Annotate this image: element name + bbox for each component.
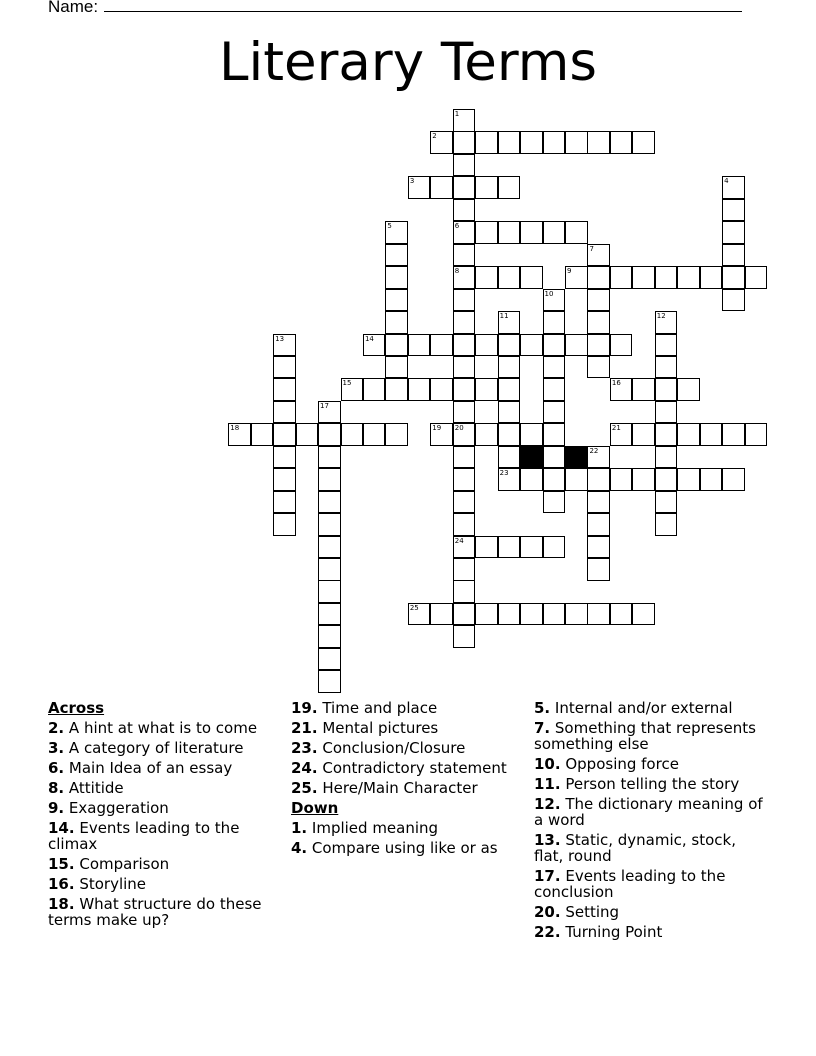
clue-text: Implied meaning	[307, 819, 439, 837]
grid-cell[interactable]	[453, 154, 476, 177]
cell-number: 14	[364, 334, 374, 343]
clue-text: Main Idea of an essay	[64, 759, 233, 777]
clue-number: 11.	[534, 775, 561, 793]
grid-cell[interactable]	[385, 356, 408, 379]
grid-cell[interactable]	[498, 356, 521, 379]
clue-number: 4.	[291, 839, 308, 857]
grid-cell[interactable]	[587, 558, 610, 581]
clue-across	[48, 760, 278, 776]
grid-cell[interactable]	[632, 378, 655, 401]
grid-cell[interactable]	[722, 176, 745, 199]
grid-cell[interactable]	[385, 378, 408, 401]
cell-number: 5	[387, 222, 392, 231]
cell-number: 13	[275, 334, 285, 343]
grid-cell[interactable]	[610, 468, 633, 491]
clue-down	[291, 840, 521, 856]
grid-cell[interactable]	[475, 378, 498, 401]
clue-text: Static, dynamic, stock, flat, round	[534, 831, 737, 865]
grid-cell[interactable]	[318, 423, 341, 446]
clue-across	[291, 720, 521, 736]
grid-cell[interactable]	[520, 468, 543, 491]
clue-across	[48, 720, 278, 736]
grid-cell[interactable]	[385, 266, 408, 289]
grid-cell[interactable]	[318, 580, 341, 603]
grid-cell[interactable]	[655, 311, 678, 334]
clue-text: Conclusion/Closure	[317, 739, 466, 757]
grid-cell[interactable]	[520, 266, 543, 289]
clue-number: 15.	[48, 855, 75, 873]
cell-number: 3	[409, 177, 415, 186]
grid-cell[interactable]	[453, 334, 476, 357]
cell-number: 21	[611, 424, 621, 433]
grid-cell[interactable]	[273, 401, 296, 424]
grid-cell[interactable]	[453, 289, 476, 312]
grid-cell[interactable]	[610, 378, 633, 401]
grid-cell[interactable]	[385, 311, 408, 334]
clue-down	[534, 720, 764, 752]
grid-cell[interactable]	[700, 423, 723, 446]
grid-cell[interactable]	[498, 176, 521, 199]
clue-number: 23.	[291, 739, 318, 757]
grid-cell[interactable]	[587, 468, 610, 491]
clue-column-2	[291, 700, 521, 860]
grid-cell[interactable]	[677, 266, 700, 289]
cell-number: 20	[454, 424, 464, 433]
grid-cell[interactable]	[722, 266, 745, 289]
grid-cell[interactable]	[385, 423, 408, 446]
grid-cell[interactable]	[318, 670, 341, 693]
grid-cell[interactable]	[341, 423, 364, 446]
cell-number: 11	[499, 312, 509, 321]
grid-cell[interactable]	[543, 311, 566, 334]
grid-cell[interactable]	[587, 536, 610, 559]
cell-number: 8	[454, 267, 460, 276]
cell-number: 19	[432, 424, 442, 433]
grid-cell[interactable]	[453, 221, 476, 244]
cell-number: 18	[230, 424, 240, 433]
grid-cell[interactable]	[722, 199, 745, 222]
grid-cell[interactable]	[520, 603, 543, 626]
grid-cell[interactable]	[408, 603, 431, 626]
grid-cell[interactable]	[565, 266, 588, 289]
clue-text: Mental pictures	[317, 719, 439, 737]
grid-cell[interactable]	[632, 468, 655, 491]
grid-cell[interactable]	[318, 558, 341, 581]
cell-number: 9	[567, 267, 572, 276]
grid-cell[interactable]	[385, 289, 408, 312]
grid-cell[interactable]	[430, 176, 453, 199]
clue-text: Storyline	[74, 875, 147, 893]
clue-number: 25.	[291, 779, 318, 797]
grid-cell[interactable]	[587, 311, 610, 334]
grid-cell[interactable]	[475, 334, 498, 357]
grid-cell[interactable]	[273, 446, 296, 469]
grid-cell[interactable]	[632, 423, 655, 446]
grid-cell[interactable]	[700, 266, 723, 289]
clue-text: Attitide	[64, 779, 124, 797]
clue-text: Turning Point	[560, 923, 663, 941]
grid-cell[interactable]	[498, 266, 521, 289]
down-heading: Down	[291, 799, 339, 817]
clue-number: 14.	[48, 819, 75, 837]
cell-number: 1	[454, 110, 460, 118]
grid-cell[interactable]	[610, 423, 633, 446]
clue-text: Comparison	[74, 855, 170, 873]
cell-number: 16	[611, 379, 621, 388]
grid-cell[interactable]	[655, 334, 678, 357]
clue-text: Something that represents something else	[534, 719, 756, 753]
grid-cell[interactable]	[453, 625, 476, 648]
grid-cell[interactable]	[632, 603, 655, 626]
grid-cell[interactable]	[498, 334, 521, 357]
grid-cell[interactable]	[475, 266, 498, 289]
clue-across	[48, 896, 278, 928]
grid-cell[interactable]	[543, 131, 566, 154]
grid-cell[interactable]	[498, 378, 521, 401]
clue-number: 22.	[534, 923, 561, 941]
clue-across	[48, 856, 278, 872]
cell-number: 4	[724, 177, 729, 186]
clue-text: Compare using like or as	[307, 839, 498, 857]
cell-number: 15	[342, 379, 352, 388]
grid-cell[interactable]	[453, 356, 476, 379]
grid-cell[interactable]	[453, 401, 476, 424]
clue-text: Opposing force	[560, 755, 679, 773]
grid-cell[interactable]	[700, 468, 723, 491]
clue-text: Internal and/or external	[550, 699, 733, 717]
clue-number: 13.	[534, 831, 561, 849]
grid-cell[interactable]	[453, 536, 476, 559]
grid-cell[interactable]	[498, 311, 521, 334]
clue-number: 18.	[48, 895, 75, 913]
grid-cell[interactable]	[543, 603, 566, 626]
clue-text: A category of literature	[64, 739, 244, 757]
grid-cell[interactable]	[565, 221, 588, 244]
clue-number: 7.	[534, 719, 551, 737]
clue-down	[534, 776, 764, 792]
grid-cell[interactable]	[475, 221, 498, 244]
grid-cell[interactable]	[498, 536, 521, 559]
clue-text: A hint at what is to come	[64, 719, 258, 737]
grid-cell[interactable]	[453, 244, 476, 267]
clue-column-3	[534, 700, 764, 944]
cell-number: 12	[656, 312, 666, 321]
grid-cell[interactable]	[318, 513, 341, 536]
clue-text: What structure do these terms make up?	[48, 895, 262, 929]
clue-number: 21.	[291, 719, 318, 737]
grid-cell[interactable]	[453, 176, 476, 199]
grid-cell[interactable]	[587, 334, 610, 357]
clue-down	[534, 832, 764, 864]
cell-number: 2	[432, 132, 437, 141]
grid-cell[interactable]	[632, 266, 655, 289]
grid-cell[interactable]	[273, 334, 296, 357]
grid-cell[interactable]	[655, 356, 678, 379]
grid-cell[interactable]	[430, 334, 453, 357]
grid-cell[interactable]	[655, 423, 678, 446]
clue-across	[291, 740, 521, 756]
grid-cell[interactable]	[543, 423, 566, 446]
grid-cell[interactable]	[610, 334, 633, 357]
grid-cell[interactable]	[498, 221, 521, 244]
clue-number: 3.	[48, 739, 65, 757]
cell-number: 7	[589, 244, 594, 253]
clue-number: 2.	[48, 719, 65, 737]
grid-cell[interactable]	[722, 244, 745, 267]
clue-across	[48, 800, 278, 816]
grid-cell[interactable]	[475, 603, 498, 626]
clue-text: Time and place	[317, 699, 438, 717]
grid-cell[interactable]	[318, 536, 341, 559]
grid-cell[interactable]	[318, 401, 341, 424]
clue-column-1	[48, 700, 278, 932]
grid-cell[interactable]	[610, 266, 633, 289]
grid-cell[interactable]	[385, 334, 408, 357]
cell-number: 17	[320, 401, 329, 410]
grid-cell[interactable]	[677, 468, 700, 491]
grid-cell[interactable]	[677, 423, 700, 446]
grid-cell[interactable]	[632, 131, 655, 154]
grid-cell[interactable]	[273, 513, 296, 536]
clue-text: Contradictory statement	[317, 759, 507, 777]
grid-cell[interactable]	[565, 603, 588, 626]
clue-number: 8.	[48, 779, 65, 797]
grid-cell[interactable]	[587, 603, 610, 626]
grid-cell[interactable]	[475, 176, 498, 199]
grid-cell[interactable]	[385, 221, 408, 244]
grid-cell[interactable]	[745, 423, 768, 446]
clue-number: 1.	[291, 819, 308, 837]
clue-down	[534, 868, 764, 900]
clue-number: 10.	[534, 755, 561, 773]
grid-cell[interactable]	[655, 446, 678, 469]
clue-across	[48, 820, 278, 852]
grid-cell[interactable]	[543, 334, 566, 357]
grid-cell[interactable]	[543, 401, 566, 424]
cell-number: 25	[409, 603, 419, 612]
grid-cell[interactable]	[453, 266, 476, 289]
grid-cell[interactable]	[655, 378, 678, 401]
grid-cell[interactable]	[565, 468, 588, 491]
grid-cell[interactable]	[587, 289, 610, 312]
grid-cell[interactable]	[453, 131, 476, 154]
grid-cell[interactable]	[610, 603, 633, 626]
name-label: Name:	[48, 0, 99, 16]
across-heading: Across	[48, 699, 105, 717]
grid-cell[interactable]	[318, 625, 341, 648]
grid-cell[interactable]	[520, 423, 543, 446]
clue-number: 19.	[291, 699, 318, 717]
grid-cell[interactable]	[587, 244, 610, 267]
grid-cell[interactable]	[453, 199, 476, 222]
clue-down	[291, 820, 521, 836]
clue-number: 24.	[291, 759, 318, 777]
grid-cell[interactable]	[520, 221, 543, 244]
grid-cell[interactable]	[453, 446, 476, 469]
grid-cell[interactable]	[408, 334, 431, 357]
grid-cell[interactable]	[385, 244, 408, 267]
clue-text: Events leading to the conclusion	[534, 867, 726, 901]
clue-text: Exaggeration	[64, 799, 169, 817]
grid-cell[interactable]	[722, 289, 745, 312]
grid-cell[interactable]	[655, 491, 678, 514]
grid-cell[interactable]	[722, 468, 745, 491]
grid-cell[interactable]	[251, 423, 274, 446]
grid-cell[interactable]	[318, 648, 341, 671]
grid-cell[interactable]	[228, 423, 251, 446]
grid-cell[interactable]	[453, 311, 476, 334]
grid-cell[interactable]	[453, 468, 476, 491]
grid-cell[interactable]	[453, 109, 476, 132]
cell-number: 22	[589, 446, 599, 455]
grid-cell[interactable]	[543, 446, 566, 469]
grid-cell[interactable]	[543, 536, 566, 559]
grid-cell[interactable]	[408, 176, 431, 199]
grid-cell[interactable]	[722, 221, 745, 244]
clue-across	[291, 700, 521, 716]
grid-cell[interactable]	[430, 603, 453, 626]
grid-cell[interactable]	[318, 603, 341, 626]
cell-number: 6	[454, 222, 460, 231]
grid-cell[interactable]	[745, 266, 768, 289]
clue-text: Here/Main Character	[317, 779, 478, 797]
grid-cell[interactable]	[273, 378, 296, 401]
grid-cell[interactable]	[543, 468, 566, 491]
clue-number: 16.	[48, 875, 75, 893]
grid-cell[interactable]	[318, 468, 341, 491]
grid-cell[interactable]	[475, 423, 498, 446]
clue-number: 12.	[534, 795, 561, 813]
grid-cell[interactable]	[498, 423, 521, 446]
grid-cell[interactable]	[453, 491, 476, 514]
cell-number: 10	[544, 289, 554, 298]
grid-cell[interactable]	[318, 491, 341, 514]
clue-down	[534, 796, 764, 828]
grid-cell[interactable]	[273, 468, 296, 491]
grid-cell[interactable]	[341, 378, 364, 401]
grid-cell[interactable]	[543, 221, 566, 244]
clue-number: 5.	[534, 699, 551, 717]
grid-cell[interactable]	[363, 423, 386, 446]
clue-down	[534, 924, 764, 940]
grid-cell[interactable]	[655, 468, 678, 491]
grid-cell[interactable]	[296, 423, 319, 446]
grid-cell[interactable]	[587, 356, 610, 379]
grid-cell[interactable]	[453, 603, 476, 626]
cell-number: 24	[454, 536, 464, 545]
grid-cell[interactable]	[453, 378, 476, 401]
grid-cell[interactable]	[430, 423, 453, 446]
grid-cell[interactable]	[722, 423, 745, 446]
clue-text: Events leading to the climax	[48, 819, 240, 853]
clue-number: 17.	[534, 867, 561, 885]
grid-cell[interactable]	[273, 491, 296, 514]
grid-cell[interactable]	[655, 513, 678, 536]
grid-cell[interactable]	[655, 266, 678, 289]
grid-cell[interactable]	[610, 131, 633, 154]
grid-cell[interactable]	[677, 378, 700, 401]
grid-cell[interactable]	[565, 131, 588, 154]
grid-cell[interactable]	[453, 423, 476, 446]
grid-cell[interactable]	[520, 536, 543, 559]
grid-cell[interactable]	[543, 289, 566, 312]
grid-cell[interactable]	[655, 401, 678, 424]
clue-text: The dictionary meaning of a word	[534, 795, 763, 829]
grid-cell[interactable]	[587, 513, 610, 536]
clue-down	[534, 700, 764, 716]
clue-number: 20.	[534, 903, 561, 921]
grid-cell[interactable]	[520, 334, 543, 357]
clue-down	[534, 756, 764, 772]
clue-number: 6.	[48, 759, 65, 777]
page-title: Literary Terms	[219, 32, 597, 93]
clue-number: 9.	[48, 799, 65, 817]
grid-cell[interactable]	[475, 131, 498, 154]
grid-cell[interactable]	[587, 491, 610, 514]
clue-across	[291, 780, 521, 796]
clue-text: Setting	[560, 903, 620, 921]
black-square	[520, 446, 543, 469]
down-heading-row	[291, 800, 521, 816]
grid-cell[interactable]	[363, 334, 386, 357]
cell-number: 23	[499, 469, 509, 478]
grid-cell[interactable]	[520, 131, 543, 154]
grid-cell[interactable]	[273, 356, 296, 379]
clue-across	[48, 876, 278, 892]
grid-cell[interactable]	[543, 491, 566, 514]
grid-cell[interactable]	[453, 558, 476, 581]
across-heading-row	[48, 700, 278, 716]
grid-cell[interactable]	[565, 334, 588, 357]
clue-across	[48, 740, 278, 756]
grid-cell[interactable]	[318, 446, 341, 469]
grid-cell[interactable]	[363, 378, 386, 401]
clue-down	[534, 904, 764, 920]
grid-cell[interactable]	[543, 378, 566, 401]
grid-cell[interactable]	[587, 266, 610, 289]
grid-cell[interactable]	[453, 580, 476, 603]
grid-cell[interactable]	[273, 423, 296, 446]
grid-cell[interactable]	[498, 603, 521, 626]
grid-cell[interactable]	[453, 513, 476, 536]
clue-across	[291, 760, 521, 776]
grid-cell[interactable]	[543, 356, 566, 379]
clue-text: Person telling the story	[560, 775, 740, 793]
grid-cell[interactable]	[587, 446, 610, 469]
grid-cell[interactable]	[498, 401, 521, 424]
grid-cell[interactable]	[430, 131, 453, 154]
grid-cell[interactable]	[498, 131, 521, 154]
grid-cell[interactable]	[430, 378, 453, 401]
grid-cell[interactable]	[587, 131, 610, 154]
grid-cell[interactable]	[498, 446, 521, 469]
clue-across	[48, 780, 278, 796]
grid-cell[interactable]	[498, 468, 521, 491]
black-square	[565, 446, 588, 469]
grid-cell[interactable]	[408, 378, 431, 401]
grid-cell[interactable]	[475, 536, 498, 559]
